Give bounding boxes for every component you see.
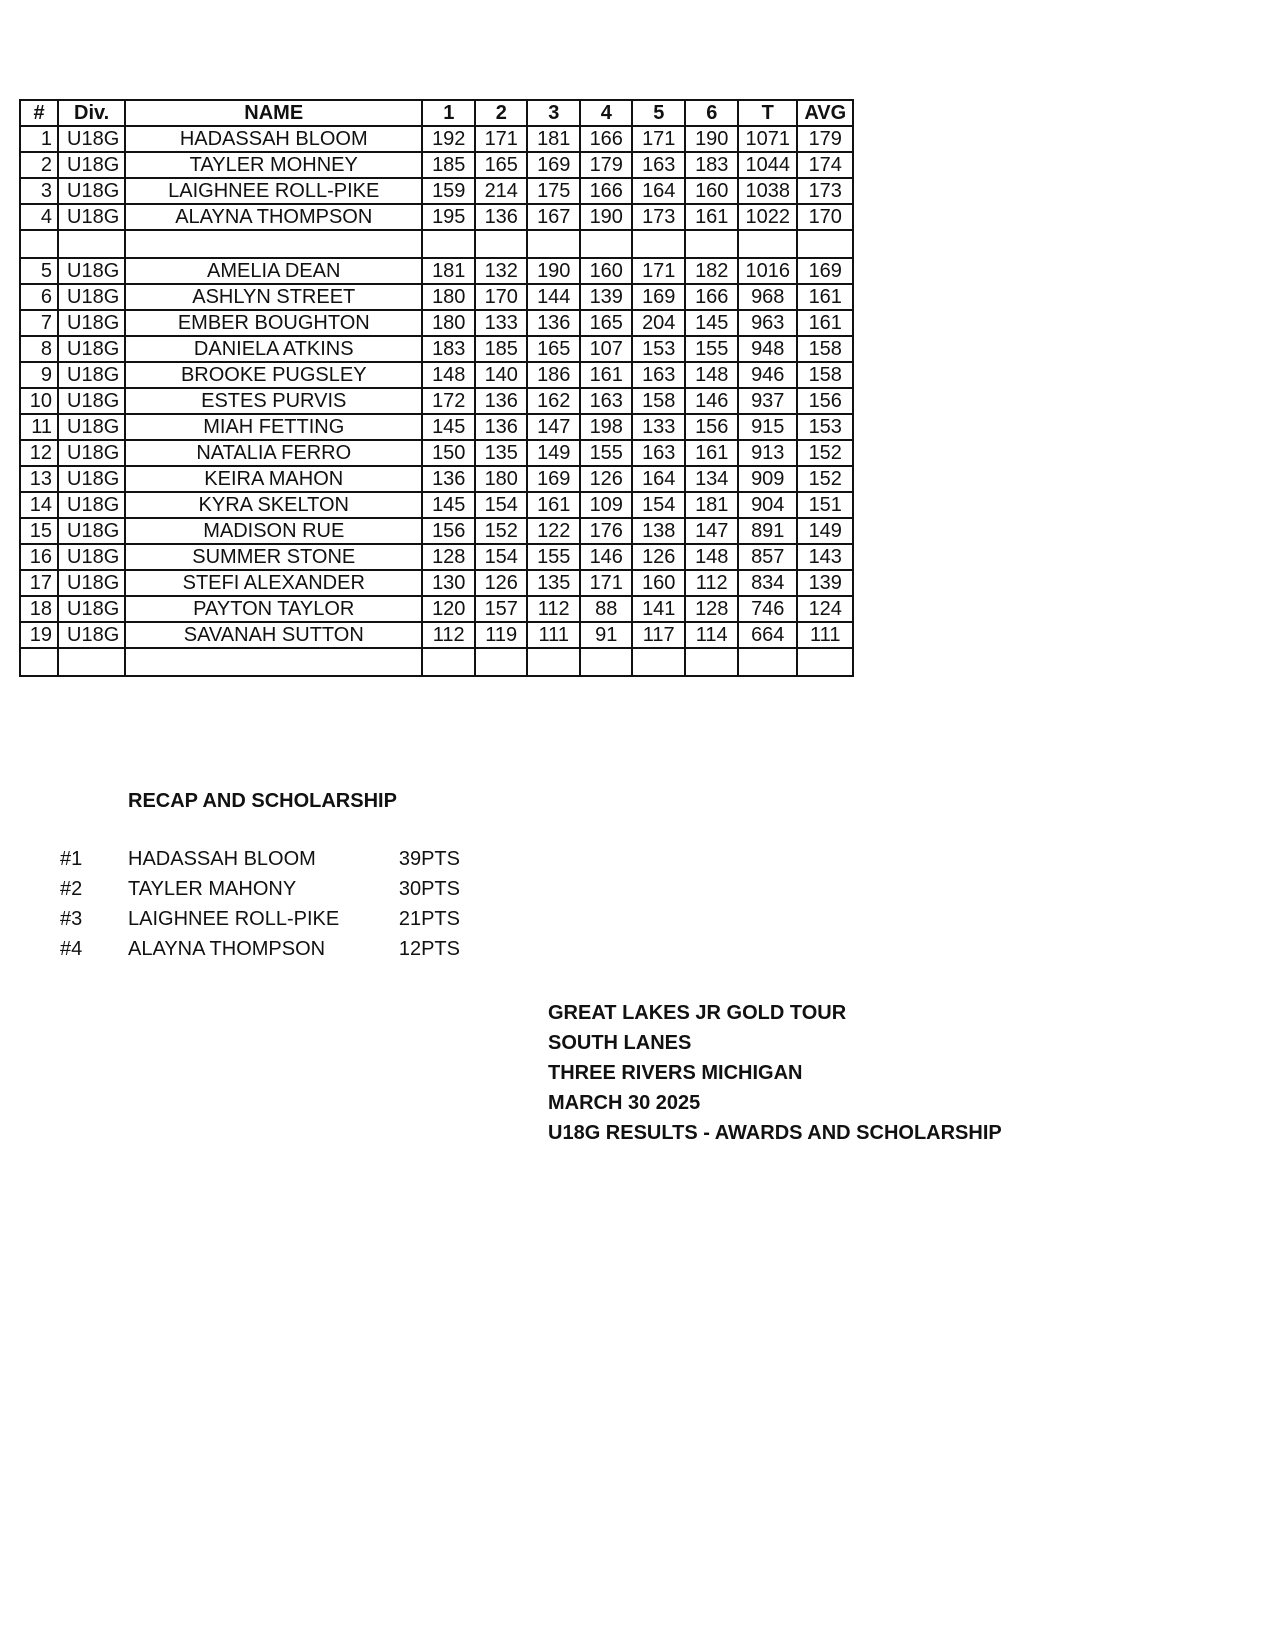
cell-game-4: 109 [580,492,632,518]
cell-game-5: 141 [632,596,685,622]
cell-average: 124 [797,596,853,622]
cell-game-1: 156 [422,518,475,544]
cell-game-6: 134 [685,466,738,492]
cell-game-4: 166 [580,178,632,204]
cell-game-1: 120 [422,596,475,622]
header-game-1: 1 [422,100,475,126]
cell-average: 158 [797,336,853,362]
cell-game-3: 162 [527,388,580,414]
recap-entry [60,878,460,908]
event-info-line: U18G RESULTS - AWARDS AND SCHOLARSHIP [548,1122,1002,1144]
empty-cell [738,648,797,676]
cell-game-2: 180 [475,466,527,492]
cell-game-2: 170 [475,284,527,310]
recap-rank: #3 [60,908,83,930]
cell-game-4: 171 [580,570,632,596]
cell-total: 1016 [738,258,797,284]
cell-div: U18G [58,204,125,230]
cell-name: TAYLER MOHNEY [125,152,422,178]
cell-game-5: 153 [632,336,685,362]
cell-total: 915 [738,414,797,440]
cell-name: PAYTON TAYLOR [125,596,422,622]
recap-pts: 30PTS [398,878,460,900]
cell-div: U18G [58,414,125,440]
cell-game-1: 112 [422,622,475,648]
cell-rank: 13 [20,466,58,492]
cell-game-2: 214 [475,178,527,204]
cell-game-5: 171 [632,126,685,152]
cell-game-2: 136 [475,414,527,440]
recap-rank: #2 [60,878,83,900]
cell-name: NATALIA FERRO [125,440,422,466]
cell-rank: 15 [20,518,58,544]
table-body [20,126,853,676]
empty-cell [685,230,738,258]
recap-entry [60,938,460,968]
cell-game-6: 166 [685,284,738,310]
cell-game-2: 157 [475,596,527,622]
cell-rank: 6 [20,284,58,310]
cell-game-5: 204 [632,310,685,336]
cell-rank: 19 [20,622,58,648]
cell-div: U18G [58,126,125,152]
cell-game-1: 136 [422,466,475,492]
table-header-row [20,100,853,126]
cell-rank: 3 [20,178,58,204]
cell-rank: 7 [20,310,58,336]
cell-game-5: 158 [632,388,685,414]
cell-game-1: 145 [422,492,475,518]
cell-total: 834 [738,570,797,596]
recap-entry [60,848,460,878]
cell-average: 161 [797,310,853,336]
cell-total: 664 [738,622,797,648]
cell-game-2: 136 [475,204,527,230]
table-row [20,258,853,284]
cell-game-3: 111 [527,622,580,648]
cell-game-5: 164 [632,466,685,492]
cell-game-1: 172 [422,388,475,414]
cell-game-2: 185 [475,336,527,362]
cell-game-3: 169 [527,152,580,178]
cell-rank: 9 [20,362,58,388]
cell-game-6: 145 [685,310,738,336]
header-game-5: 5 [632,100,685,126]
table-row [20,178,853,204]
event-info-line: GREAT LAKES JR GOLD TOUR [548,1002,847,1024]
cell-game-2: 154 [475,492,527,518]
cell-div: U18G [58,622,125,648]
cell-game-5: 117 [632,622,685,648]
cell-game-5: 164 [632,178,685,204]
cell-average: 153 [797,414,853,440]
header-game-6: 6 [685,100,738,126]
table-row [20,440,853,466]
cell-total: 968 [738,284,797,310]
cell-game-3: 122 [527,518,580,544]
cell-game-4: 198 [580,414,632,440]
cell-game-3: 181 [527,126,580,152]
cell-game-2: 126 [475,570,527,596]
cell-name: ESTES PURVIS [125,388,422,414]
cell-game-6: 146 [685,388,738,414]
cell-div: U18G [58,284,125,310]
table-row [20,310,853,336]
cell-game-6: 161 [685,204,738,230]
cell-name: HADASSAH BLOOM [125,126,422,152]
recap-name: LAIGHNEE ROLL-PIKE [128,908,340,930]
cell-div: U18G [58,178,125,204]
cell-game-1: 195 [422,204,475,230]
table-row [20,492,853,518]
cell-rank: 1 [20,126,58,152]
cell-game-3: 167 [527,204,580,230]
cell-game-3: 112 [527,596,580,622]
empty-cell [580,230,632,258]
cell-game-1: 181 [422,258,475,284]
empty-cell [20,648,58,676]
cell-game-5: 163 [632,362,685,388]
cell-game-3: 147 [527,414,580,440]
cell-name: EMBER BOUGHTON [125,310,422,336]
cell-name: ASHLYN STREET [125,284,422,310]
cell-average: 161 [797,284,853,310]
cell-game-3: 186 [527,362,580,388]
cell-game-5: 133 [632,414,685,440]
cell-game-1: 148 [422,362,475,388]
cell-total: 891 [738,518,797,544]
cell-rank: 12 [20,440,58,466]
recap-entry [60,908,460,938]
cell-game-5: 138 [632,518,685,544]
cell-total: 1071 [738,126,797,152]
cell-game-4: 161 [580,362,632,388]
table-row [20,204,853,230]
recap-title: RECAP AND SCHOLARSHIP [128,790,397,812]
cell-game-6: 190 [685,126,738,152]
cell-game-5: 160 [632,570,685,596]
cell-average: 152 [797,440,853,466]
cell-game-4: 190 [580,204,632,230]
cell-game-2: 135 [475,440,527,466]
event-info-line: MARCH 30 2025 [548,1092,701,1114]
cell-game-6: 112 [685,570,738,596]
cell-name: KYRA SKELTON [125,492,422,518]
cell-game-6: 181 [685,492,738,518]
cell-game-2: 171 [475,126,527,152]
cell-game-3: 175 [527,178,580,204]
empty-cell [20,230,58,258]
table-row [20,284,853,310]
event-info-line: SOUTH LANES [548,1032,692,1054]
recap-rank: #1 [60,848,83,870]
cell-total: 746 [738,596,797,622]
cell-total: 1022 [738,204,797,230]
cell-average: 170 [797,204,853,230]
cell-game-2: 132 [475,258,527,284]
recap-name: TAYLER MAHONY [128,878,297,900]
cell-game-4: 126 [580,466,632,492]
empty-cell [422,230,475,258]
cell-average: 158 [797,362,853,388]
cell-name: SAVANAH SUTTON [125,622,422,648]
cell-rank: 5 [20,258,58,284]
empty-cell [632,648,685,676]
event-info [548,998,1002,1148]
cell-name: MADISON RUE [125,518,422,544]
cell-game-1: 130 [422,570,475,596]
cell-game-4: 146 [580,544,632,570]
cell-game-1: 150 [422,440,475,466]
cell-game-6: 160 [685,178,738,204]
empty-cell [738,230,797,258]
cell-game-1: 180 [422,310,475,336]
cell-game-1: 145 [422,414,475,440]
cell-average: 173 [797,178,853,204]
header-div: Div. [58,100,125,126]
table-row [20,544,853,570]
cell-average: 151 [797,492,853,518]
cell-game-2: 119 [475,622,527,648]
cell-div: U18G [58,258,125,284]
cell-game-6: 114 [685,622,738,648]
table-row [20,388,853,414]
recap-name: HADASSAH BLOOM [128,848,316,870]
cell-rank: 10 [20,388,58,414]
table-row [20,570,853,596]
cell-game-2: 165 [475,152,527,178]
cell-game-5: 171 [632,258,685,284]
cell-game-6: 161 [685,440,738,466]
cell-game-3: 144 [527,284,580,310]
cell-name: BROOKE PUGSLEY [125,362,422,388]
cell-game-4: 155 [580,440,632,466]
recap-pts: 39PTS [398,848,460,870]
cell-game-1: 183 [422,336,475,362]
cell-average: 111 [797,622,853,648]
cell-rank: 2 [20,152,58,178]
header-game-3: 3 [527,100,580,126]
cell-average: 149 [797,518,853,544]
cell-game-4: 163 [580,388,632,414]
cell-game-6: 148 [685,362,738,388]
cell-game-3: 190 [527,258,580,284]
empty-cell [58,648,125,676]
cell-game-4: 91 [580,622,632,648]
cell-game-2: 140 [475,362,527,388]
recap-pts: 21PTS [398,908,460,930]
cell-div: U18G [58,310,125,336]
results-table [19,99,854,677]
cell-game-3: 161 [527,492,580,518]
cell-div: U18G [58,152,125,178]
header-game-4: 4 [580,100,632,126]
cell-game-1: 180 [422,284,475,310]
cell-average: 179 [797,126,853,152]
table-row [20,362,853,388]
cell-name: STEFI ALEXANDER [125,570,422,596]
cell-total: 948 [738,336,797,362]
empty-cell [580,648,632,676]
cell-div: U18G [58,544,125,570]
cell-rank: 8 [20,336,58,362]
cell-game-1: 192 [422,126,475,152]
cell-game-6: 155 [685,336,738,362]
cell-name: AMELIA DEAN [125,258,422,284]
cell-game-3: 169 [527,466,580,492]
cell-average: 174 [797,152,853,178]
event-info-line: THREE RIVERS MICHIGAN [548,1062,803,1084]
cell-game-5: 154 [632,492,685,518]
cell-game-3: 149 [527,440,580,466]
cell-div: U18G [58,336,125,362]
cell-game-6: 156 [685,414,738,440]
empty-cell [685,648,738,676]
cell-name: ALAYNA THOMPSON [125,204,422,230]
cell-total: 1038 [738,178,797,204]
recap-rank: #4 [60,938,83,960]
table-row [20,466,853,492]
empty-cell [797,230,853,258]
table-row [20,518,853,544]
empty-cell [422,648,475,676]
table-row [20,596,853,622]
cell-game-6: 128 [685,596,738,622]
header-average: AVG [797,100,853,126]
cell-game-5: 126 [632,544,685,570]
empty-cell [527,230,580,258]
cell-div: U18G [58,362,125,388]
cell-total: 913 [738,440,797,466]
cell-average: 152 [797,466,853,492]
table-row [20,414,853,440]
cell-div: U18G [58,466,125,492]
cell-total: 1044 [738,152,797,178]
empty-cell [475,230,527,258]
cell-rank: 16 [20,544,58,570]
empty-cell [125,648,422,676]
cell-game-1: 128 [422,544,475,570]
cell-total: 946 [738,362,797,388]
cell-game-3: 135 [527,570,580,596]
cell-div: U18G [58,492,125,518]
cell-div: U18G [58,596,125,622]
blank-row [20,230,853,258]
cell-name: KEIRA MAHON [125,466,422,492]
cell-game-5: 169 [632,284,685,310]
table-row [20,152,853,178]
table-row [20,126,853,152]
cell-rank: 14 [20,492,58,518]
cell-game-4: 176 [580,518,632,544]
cell-game-4: 107 [580,336,632,362]
cell-game-2: 152 [475,518,527,544]
cell-game-3: 165 [527,336,580,362]
cell-name: LAIGHNEE ROLL-PIKE [125,178,422,204]
table-row [20,336,853,362]
cell-game-6: 183 [685,152,738,178]
cell-game-6: 148 [685,544,738,570]
cell-game-4: 166 [580,126,632,152]
empty-cell [475,648,527,676]
cell-game-2: 133 [475,310,527,336]
cell-div: U18G [58,440,125,466]
cell-average: 139 [797,570,853,596]
cell-game-5: 173 [632,204,685,230]
cell-game-6: 182 [685,258,738,284]
cell-average: 169 [797,258,853,284]
header-rank: # [20,100,58,126]
cell-game-2: 136 [475,388,527,414]
empty-cell [797,648,853,676]
cell-game-3: 155 [527,544,580,570]
cell-name: SUMMER STONE [125,544,422,570]
cell-game-2: 154 [475,544,527,570]
empty-cell [632,230,685,258]
cell-div: U18G [58,570,125,596]
cell-div: U18G [58,518,125,544]
cell-average: 143 [797,544,853,570]
cell-total: 904 [738,492,797,518]
empty-cell [125,230,422,258]
cell-name: DANIELA ATKINS [125,336,422,362]
empty-cell [58,230,125,258]
recap-pts: 12PTS [398,938,460,960]
cell-name: MIAH FETTING [125,414,422,440]
header-name: NAME [125,100,422,126]
cell-game-1: 185 [422,152,475,178]
cell-game-4: 139 [580,284,632,310]
cell-game-4: 88 [580,596,632,622]
cell-total: 909 [738,466,797,492]
table-row [20,622,853,648]
recap-name: ALAYNA THOMPSON [128,938,326,960]
header-game-2: 2 [475,100,527,126]
recap-list [60,848,460,968]
cell-game-5: 163 [632,440,685,466]
cell-average: 156 [797,388,853,414]
blank-row [20,648,853,676]
cell-total: 857 [738,544,797,570]
cell-game-6: 147 [685,518,738,544]
cell-game-4: 165 [580,310,632,336]
cell-game-4: 179 [580,152,632,178]
empty-cell [527,648,580,676]
cell-rank: 4 [20,204,58,230]
cell-rank: 17 [20,570,58,596]
cell-rank: 11 [20,414,58,440]
cell-rank: 18 [20,596,58,622]
cell-div: U18G [58,388,125,414]
cell-total: 963 [738,310,797,336]
cell-game-1: 159 [422,178,475,204]
cell-game-5: 163 [632,152,685,178]
cell-game-4: 160 [580,258,632,284]
header-total: T [738,100,797,126]
cell-total: 937 [738,388,797,414]
cell-game-3: 136 [527,310,580,336]
